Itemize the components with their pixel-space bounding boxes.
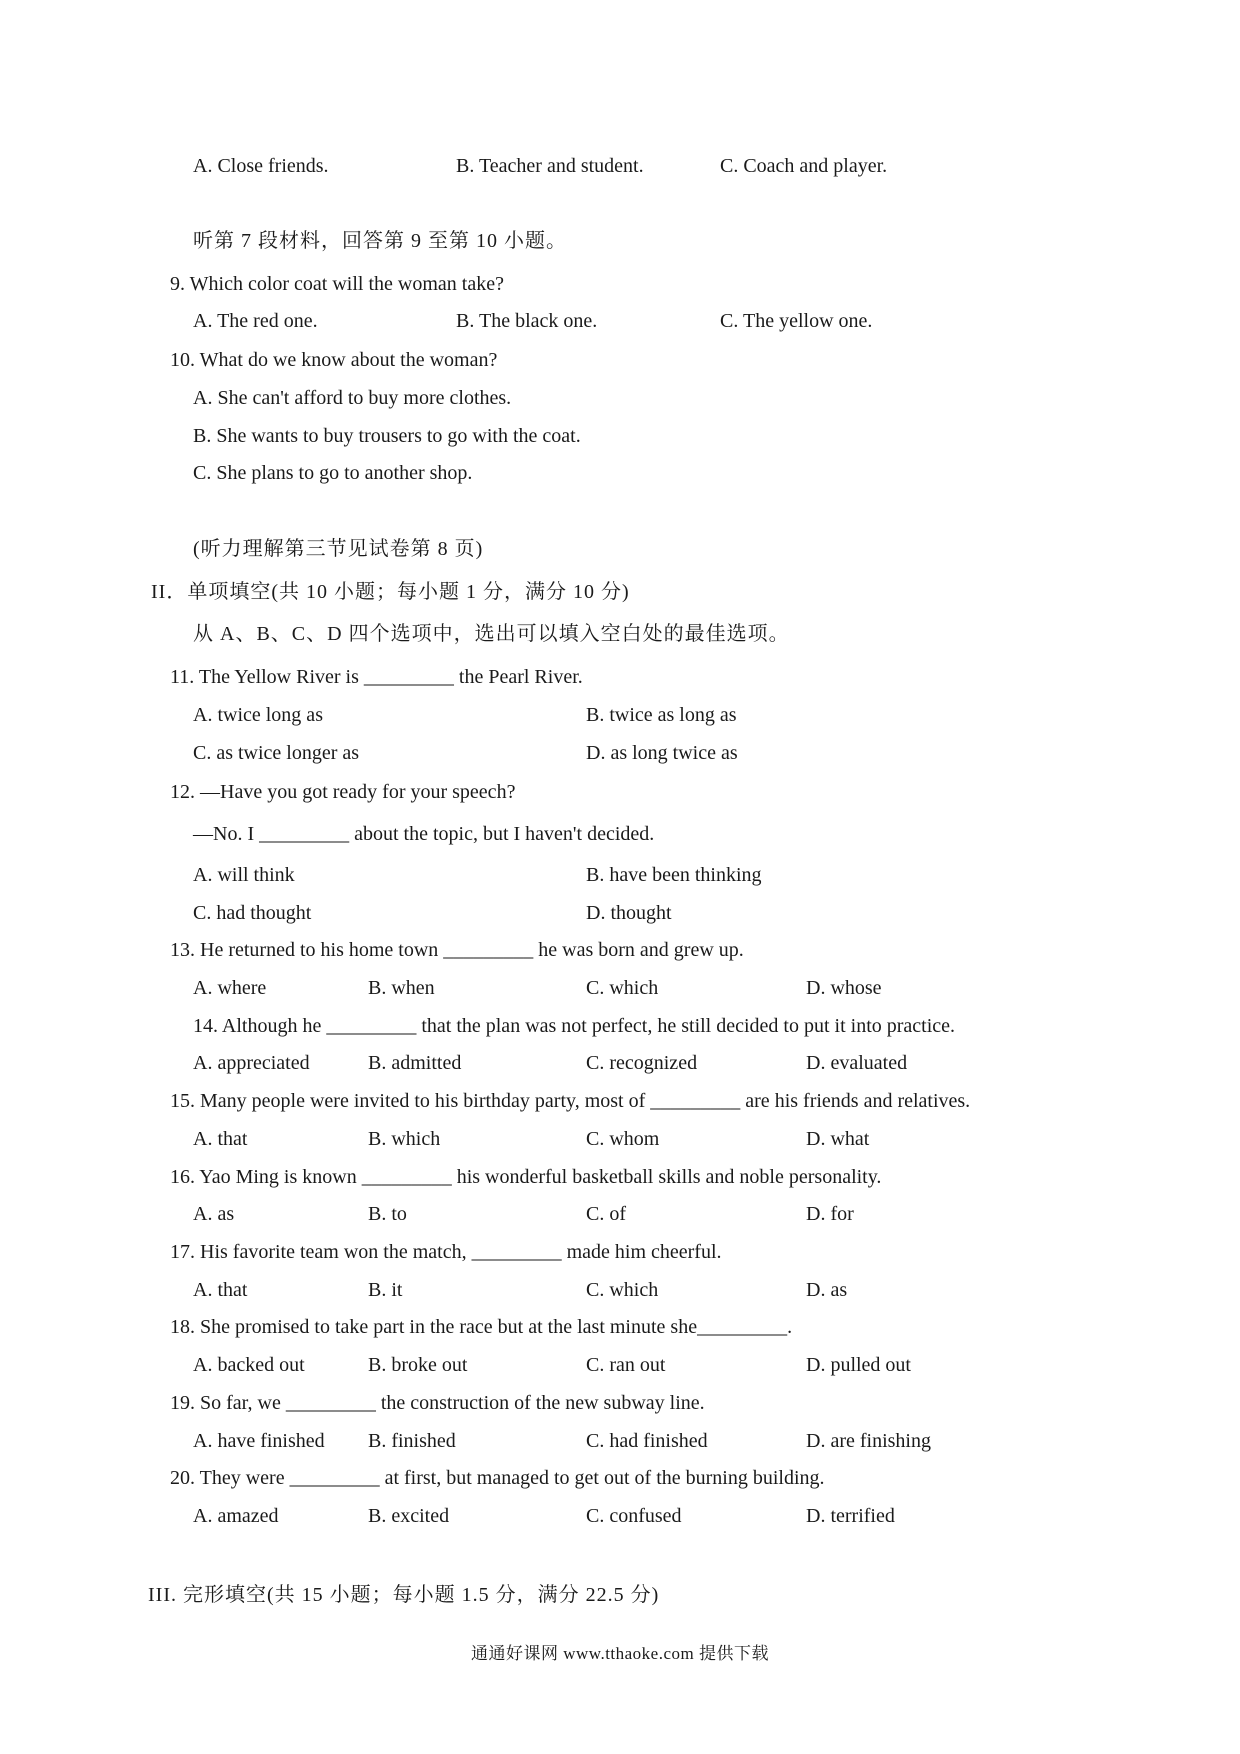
q16-option-b: B. to <box>368 1203 407 1225</box>
q17-option-c: C. which <box>586 1279 659 1301</box>
q15-stem: 15. Many people were invited to his birthday party, most of _________ are his friends and relatives. <box>170 1090 971 1112</box>
q15-option-c: C. whom <box>586 1128 660 1150</box>
q12-option-b: B. have been thinking <box>586 864 762 886</box>
q14-option-c: C. recognized <box>586 1052 698 1074</box>
q18-option-d: D. pulled out <box>806 1354 911 1376</box>
q11-stem: 11. The Yellow River is _________ the Pearl River. <box>170 666 583 688</box>
q10-option-a: A. She can't afford to buy more clothes. <box>193 387 512 409</box>
q19-option-d: D. are finishing <box>806 1430 931 1452</box>
q16-stem: 16. Yao Ming is known _________ his wonderful basketball skills and noble personality. <box>170 1166 882 1188</box>
q17-stem: 17. His favorite team won the match, _________ made him cheerful. <box>170 1241 722 1263</box>
q12-stem: 12. —Have you got ready for your speech? <box>170 781 516 803</box>
q18-option-c: C. ran out <box>586 1354 666 1376</box>
q9-option-b: B. The black one. <box>456 310 598 332</box>
q13-option-b: B. when <box>368 977 435 999</box>
q13-option-d: D. whose <box>806 977 882 999</box>
part2-instruction: 从 A、B、C、D 四个选项中，选出可以填入空白处的最佳选项。 <box>193 623 790 645</box>
q20-option-d: D. terrified <box>806 1505 895 1527</box>
q19-option-b: B. finished <box>368 1430 456 1452</box>
q11-option-d: D. as long twice as <box>586 742 738 764</box>
part3-heading: III. 完形填空(共 15 小题；每小题 1.5 分，满分 22.5 分) <box>148 1584 660 1606</box>
part2-heading: II．单项填空(共 10 小题；每小题 1 分，满分 10 分) <box>151 581 630 603</box>
q16-option-c: C. of <box>586 1203 626 1225</box>
q12-option-c: C. had thought <box>193 902 312 924</box>
q15-option-b: B. which <box>368 1128 441 1150</box>
q14-option-a: A. appreciated <box>193 1052 310 1074</box>
q13-stem: 13. He returned to his home town _________ he was born and grew up. <box>170 939 744 961</box>
q12-stem-reply: —No. I _________ about the topic, but I haven't decided. <box>193 823 655 845</box>
q15-option-d: D. what <box>806 1128 870 1150</box>
q9-stem: 9. Which color coat will the woman take? <box>170 273 504 295</box>
q14-option-b: B. admitted <box>368 1052 462 1074</box>
q10-stem: 10. What do we know about the woman? <box>170 349 498 371</box>
q16-option-d: D. for <box>806 1203 854 1225</box>
q19-option-a: A. have finished <box>193 1430 325 1452</box>
q8-option-b: B. Teacher and student. <box>456 155 644 177</box>
q16-option-a: A. as <box>193 1203 235 1225</box>
q11-option-a: A. twice long as <box>193 704 323 726</box>
q12-option-d: D. thought <box>586 902 672 924</box>
q20-stem: 20. They were _________ at first, but managed to get out of the burning building. <box>170 1467 825 1489</box>
section7-intro: 听第 7 段材料，回答第 9 至第 10 小题。 <box>193 230 567 252</box>
q15-option-a: A. that <box>193 1128 248 1150</box>
q14-option-d: D. evaluated <box>806 1052 908 1074</box>
q13-option-c: C. which <box>586 977 659 999</box>
q9-option-c: C. The yellow one. <box>720 310 873 332</box>
q14-stem: 14. Although he _________ that the plan was not perfect, he still decided to put it into practice. <box>193 1015 956 1037</box>
q10-option-c: C. She plans to go to another shop. <box>193 462 473 484</box>
q20-option-b: B. excited <box>368 1505 450 1527</box>
q12-option-a: A. will think <box>193 864 295 886</box>
q8-option-a: A. Close friends. <box>193 155 329 177</box>
q20-option-c: C. confused <box>586 1505 682 1527</box>
q10-option-b: B. She wants to buy trousers to go with the coat. <box>193 425 581 447</box>
q17-option-b: B. it <box>368 1279 403 1301</box>
q18-option-a: A. backed out <box>193 1354 305 1376</box>
q13-option-a: A. where <box>193 977 267 999</box>
page-footer: 通通好课网 www.tthaoke.com 提供下载 <box>470 1644 770 1663</box>
q20-option-a: A. amazed <box>193 1505 279 1527</box>
q11-option-b: B. twice as long as <box>586 704 737 726</box>
q19-stem: 19. So far, we _________ the construction of the new subway line. <box>170 1392 705 1414</box>
q11-option-c: C. as twice longer as <box>193 742 360 764</box>
q18-option-b: B. broke out <box>368 1354 468 1376</box>
listening-note: (听力理解第三节见试卷第 8 页) <box>193 538 484 560</box>
q9-option-a: A. The red one. <box>193 310 318 332</box>
q8-option-c: C. Coach and player. <box>720 155 888 177</box>
q19-option-c: C. had finished <box>586 1430 708 1452</box>
q17-option-a: A. that <box>193 1279 248 1301</box>
q18-stem: 18. She promised to take part in the race but at the last minute she_________. <box>170 1316 793 1338</box>
q17-option-d: D. as <box>806 1279 848 1301</box>
